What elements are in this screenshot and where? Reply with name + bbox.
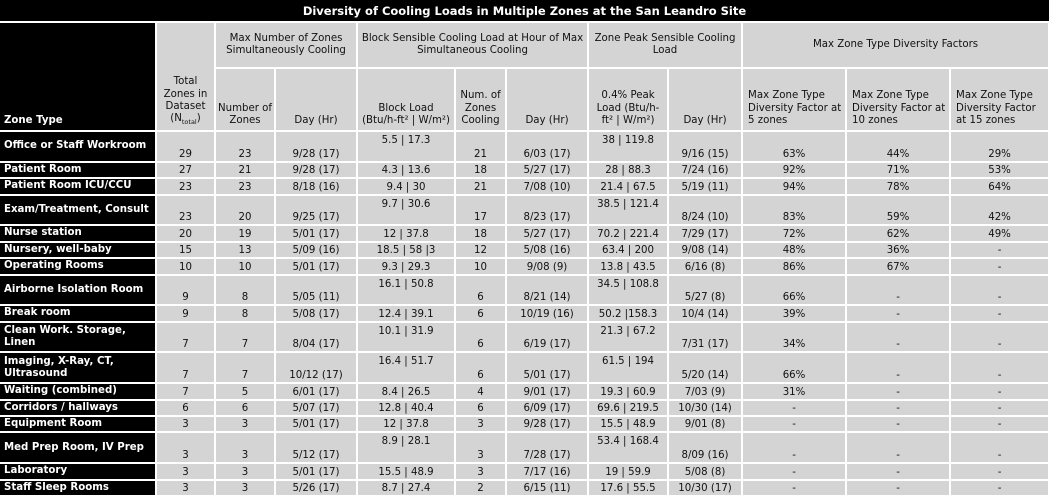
table-row [0, 416, 1049, 432]
diversity-10-cell: 71% [846, 162, 950, 178]
peak-load-cell: 13.8 | 43.5 [588, 258, 668, 274]
peak-load-cell: 21.3 | 67.2 [588, 322, 668, 353]
number-of-zones-cell: 23 [215, 131, 275, 162]
table-row [0, 400, 1049, 416]
diversity-5-cell: - [742, 416, 846, 432]
block-load-cell: 16.1 | 50.8 [357, 275, 455, 306]
total-zones-cell: 6 [156, 400, 215, 416]
max-cooling-day-cell: 5/12 (17) [275, 432, 357, 463]
zones-cooling-cell: 6 [455, 275, 506, 306]
peak-load-day-cell: 5/20 (14) [668, 352, 742, 383]
zones-cooling-cell: 6 [455, 352, 506, 383]
total-zones-cell: 7 [156, 383, 215, 399]
block-load-day-cell: 6/09 (17) [506, 400, 588, 416]
table-row [0, 195, 1049, 226]
block-load-cell: 8.4 | 26.5 [357, 383, 455, 399]
block-load-cell: 9.4 | 30 [357, 178, 455, 194]
header-day-hr-3: Day (Hr) [668, 68, 742, 131]
diversity-10-cell: 78% [846, 178, 950, 194]
diversity-10-cell: - [846, 400, 950, 416]
zones-cooling-cell: 12 [455, 242, 506, 258]
max-cooling-day-cell: 6/01 (17) [275, 383, 357, 399]
header-diversity-group: Max Zone Type Diversity Factors [742, 23, 1049, 68]
zone-type-cell: Staff Sleep Rooms [0, 480, 156, 497]
peak-load-day-cell: 5/19 (11) [668, 178, 742, 194]
table-row [0, 178, 1049, 194]
block-load-cell: 16.4 | 51.7 [357, 352, 455, 383]
peak-load-cell: 50.2 |158.3 [588, 305, 668, 321]
diversity-10-cell: 59% [846, 195, 950, 226]
number-of-zones-cell: 19 [215, 225, 275, 241]
peak-load-cell: 15.5 | 48.9 [588, 416, 668, 432]
table-title: Diversity of Cooling Loads in Multiple Zones at the San Leandro Site [0, 0, 1049, 23]
max-cooling-day-cell: 5/01 (17) [275, 416, 357, 432]
diversity-5-cell: 63% [742, 131, 846, 162]
diversity-15-cell: - [950, 242, 1049, 258]
diversity-5-cell: 39% [742, 305, 846, 321]
diversity-5-cell: 66% [742, 352, 846, 383]
block-load-cell: 8.7 | 27.4 [357, 480, 455, 497]
total-zones-cell: 23 [156, 195, 215, 226]
number-of-zones-cell: 8 [215, 305, 275, 321]
header-row-groups [0, 23, 1049, 68]
number-of-zones-cell: 21 [215, 162, 275, 178]
block-load-day-cell: 5/27 (17) [506, 162, 588, 178]
total-zones-cell: 7 [156, 352, 215, 383]
table-row [0, 322, 1049, 353]
block-load-day-cell: 8/23 (17) [506, 195, 588, 226]
block-load-day-cell: 10/19 (16) [506, 305, 588, 321]
total-zones-cell: 7 [156, 322, 215, 353]
zone-type-cell: Equipment Room [0, 416, 156, 432]
diversity-5-cell: 31% [742, 383, 846, 399]
diversity-15-cell: - [950, 416, 1049, 432]
table-row [0, 275, 1049, 306]
peak-load-day-cell: 5/27 (8) [668, 275, 742, 306]
diversity-5-cell: 34% [742, 322, 846, 353]
total-zones-cell: 9 [156, 275, 215, 306]
header-day-hr-1: Day (Hr) [275, 68, 357, 131]
block-load-day-cell: 7/08 (10) [506, 178, 588, 194]
zone-type-cell: Corridors / hallways [0, 400, 156, 416]
block-load-day-cell: 5/01 (17) [506, 352, 588, 383]
diversity-10-cell: - [846, 322, 950, 353]
peak-load-day-cell: 7/29 (17) [668, 225, 742, 241]
diversity-10-cell: - [846, 275, 950, 306]
max-cooling-day-cell: 5/01 (17) [275, 225, 357, 241]
zone-type-cell: Office or Staff Workroom [0, 131, 156, 162]
number-of-zones-cell: 13 [215, 242, 275, 258]
zones-cooling-cell: 6 [455, 400, 506, 416]
block-load-day-cell: 7/17 (16) [506, 463, 588, 479]
peak-load-cell: 34.5 | 108.8 [588, 275, 668, 306]
block-load-day-cell: 6/03 (17) [506, 131, 588, 162]
block-load-cell: 10.1 | 31.9 [357, 322, 455, 353]
peak-load-cell: 17.6 | 55.5 [588, 480, 668, 497]
block-load-day-cell: 5/27 (17) [506, 225, 588, 241]
max-cooling-day-cell: 5/01 (17) [275, 258, 357, 274]
diversity-5-cell: 83% [742, 195, 846, 226]
peak-load-cell: 19 | 59.9 [588, 463, 668, 479]
number-of-zones-cell: 20 [215, 195, 275, 226]
header-total-zones: Total Zones in Dataset $(N_{total})$ [156, 23, 215, 131]
number-of-zones-cell: 3 [215, 416, 275, 432]
block-load-cell: 12.8 | 40.4 [357, 400, 455, 416]
zone-type-cell: Exam/Treatment, Consult [0, 195, 156, 226]
zones-cooling-cell: 17 [455, 195, 506, 226]
diversity-10-cell: 44% [846, 131, 950, 162]
diversity-15-cell: - [950, 305, 1049, 321]
diversity-15-cell: - [950, 352, 1049, 383]
peak-load-day-cell: 7/31 (17) [668, 322, 742, 353]
zones-cooling-cell: 21 [455, 131, 506, 162]
total-zones-cell: 29 [156, 131, 215, 162]
zone-type-cell: Break room [0, 305, 156, 321]
header-zone-type: Zone Type [0, 23, 156, 131]
header-diversity-10: Max Zone Type Diversity Factor at 10 zones [846, 68, 950, 131]
diversity-10-cell: - [846, 305, 950, 321]
zones-cooling-cell: 3 [455, 416, 506, 432]
diversity-10-cell: - [846, 463, 950, 479]
diversity-10-cell: 67% [846, 258, 950, 274]
peak-load-cell: 19.3 | 60.9 [588, 383, 668, 399]
diversity-10-cell: - [846, 416, 950, 432]
diversity-5-cell: 72% [742, 225, 846, 241]
peak-load-cell: 28 | 88.3 [588, 162, 668, 178]
diversity-15-cell: 29% [950, 131, 1049, 162]
number-of-zones-cell: 3 [215, 480, 275, 497]
diversity-10-cell: - [846, 480, 950, 497]
block-load-cell: 18.5 | 58 |3 [357, 242, 455, 258]
header-zone-peak-group: Zone Peak Sensible Cooling Load [588, 23, 742, 68]
block-load-day-cell: 6/19 (17) [506, 322, 588, 353]
table-row [0, 162, 1049, 178]
peak-load-day-cell: 7/03 (9) [668, 383, 742, 399]
table-row [0, 225, 1049, 241]
max-cooling-day-cell: 8/04 (17) [275, 322, 357, 353]
peak-load-day-cell: 7/24 (16) [668, 162, 742, 178]
zones-cooling-cell: 3 [455, 463, 506, 479]
zone-type-cell: Patient Room [0, 162, 156, 178]
number-of-zones-cell: 8 [215, 275, 275, 306]
total-zones-cell: 23 [156, 178, 215, 194]
diversity-15-cell: - [950, 400, 1049, 416]
zone-type-cell: Laboratory [0, 463, 156, 479]
max-cooling-day-cell: 8/18 (16) [275, 178, 357, 194]
diversity-5-cell: 92% [742, 162, 846, 178]
header-diversity-5: Max Zone Type Diversity Factor at 5 zones [742, 68, 846, 131]
block-load-cell: 12 | 37.8 [357, 225, 455, 241]
peak-load-cell: 63.4 | 200 [588, 242, 668, 258]
block-load-cell: 4.3 | 13.6 [357, 162, 455, 178]
peak-load-day-cell: 5/08 (8) [668, 463, 742, 479]
zones-cooling-cell: 6 [455, 305, 506, 321]
header-block-load: Block Load (Btu/h-ft² | W/m²) [357, 68, 455, 131]
diversity-5-cell: - [742, 463, 846, 479]
header-block-load-group: Block Sensible Cooling Load at Hour of Max Simultaneous Cooling [357, 23, 588, 68]
block-load-day-cell: 8/21 (14) [506, 275, 588, 306]
table-body [0, 131, 1049, 496]
diversity-15-cell: 64% [950, 178, 1049, 194]
total-zones-cell: 3 [156, 480, 215, 497]
header-peak-load: 0.4% Peak Load (Btu/h-ft² | W/m²) [588, 68, 668, 131]
peak-load-cell: 21.4 | 67.5 [588, 178, 668, 194]
block-load-cell: 9.3 | 29.3 [357, 258, 455, 274]
peak-load-day-cell: 6/16 (8) [668, 258, 742, 274]
table-row [0, 242, 1049, 258]
total-zones-cell: 9 [156, 305, 215, 321]
max-cooling-day-cell: 5/08 (17) [275, 305, 357, 321]
block-load-cell: 15.5 | 48.9 [357, 463, 455, 479]
table-row [0, 463, 1049, 479]
diversity-15-cell: - [950, 275, 1049, 306]
diversity-10-cell: - [846, 432, 950, 463]
diversity-15-cell: 53% [950, 162, 1049, 178]
peak-load-cell: 69.6 | 219.5 [588, 400, 668, 416]
number-of-zones-cell: 23 [215, 178, 275, 194]
peak-load-day-cell: 8/09 (16) [668, 432, 742, 463]
total-zones-cell: 27 [156, 162, 215, 178]
max-cooling-day-cell: 9/28 (17) [275, 131, 357, 162]
zone-type-cell: Operating Rooms [0, 258, 156, 274]
peak-load-day-cell: 9/01 (8) [668, 416, 742, 432]
number-of-zones-cell: 7 [215, 322, 275, 353]
peak-load-day-cell: 10/4 (14) [668, 305, 742, 321]
table-row [0, 131, 1049, 162]
diversity-10-cell: 36% [846, 242, 950, 258]
diversity-15-cell: - [950, 480, 1049, 497]
diversity-5-cell: 86% [742, 258, 846, 274]
block-load-cell: 12.4 | 39.1 [357, 305, 455, 321]
zones-cooling-cell: 18 [455, 162, 506, 178]
diversity-15-cell: 49% [950, 225, 1049, 241]
block-load-day-cell: 9/01 (17) [506, 383, 588, 399]
number-of-zones-cell: 7 [215, 352, 275, 383]
max-cooling-day-cell: 9/28 (17) [275, 162, 357, 178]
diversity-5-cell: - [742, 400, 846, 416]
total-zones-cell: 3 [156, 463, 215, 479]
peak-load-day-cell: 9/08 (14) [668, 242, 742, 258]
zone-type-cell: Imaging, X-Ray, CT, Ultrasound [0, 352, 156, 383]
table-row [0, 305, 1049, 321]
diversity-15-cell: - [950, 383, 1049, 399]
diversity-15-cell: 42% [950, 195, 1049, 226]
diversity-5-cell: - [742, 432, 846, 463]
zone-type-cell: Airborne Isolation Room [0, 275, 156, 306]
diversity-15-cell: - [950, 322, 1049, 353]
max-cooling-day-cell: 5/07 (17) [275, 400, 357, 416]
block-load-day-cell: 9/08 (9) [506, 258, 588, 274]
peak-load-cell: 61.5 | 194 [588, 352, 668, 383]
block-load-day-cell: 7/28 (17) [506, 432, 588, 463]
header-num-zones-cooling: Num. of Zones Cooling [455, 68, 506, 131]
header-day-hr-2: Day (Hr) [506, 68, 588, 131]
block-load-cell: 8.9 | 28.1 [357, 432, 455, 463]
max-cooling-day-cell: 5/09 (16) [275, 242, 357, 258]
total-zones-cell: 10 [156, 258, 215, 274]
total-zones-cell: 20 [156, 225, 215, 241]
diversity-10-cell: 62% [846, 225, 950, 241]
zone-type-cell: Clean Work. Storage, Linen [0, 322, 156, 353]
zone-type-cell: Nursery, well-baby [0, 242, 156, 258]
diversity-5-cell: 94% [742, 178, 846, 194]
max-cooling-day-cell: 9/25 (17) [275, 195, 357, 226]
zones-cooling-cell: 2 [455, 480, 506, 497]
max-cooling-day-cell: 10/12 (17) [275, 352, 357, 383]
peak-load-day-cell: 8/24 (10) [668, 195, 742, 226]
peak-load-cell: 38.5 | 121.4 [588, 195, 668, 226]
total-zones-cell: 15 [156, 242, 215, 258]
zone-type-cell: Waiting (combined) [0, 383, 156, 399]
zones-cooling-cell: 21 [455, 178, 506, 194]
zone-type-cell: Nurse station [0, 225, 156, 241]
peak-load-day-cell: 10/30 (17) [668, 480, 742, 497]
diversity-15-cell: - [950, 463, 1049, 479]
max-cooling-day-cell: 5/05 (11) [275, 275, 357, 306]
block-load-cell: 12 | 37.8 [357, 416, 455, 432]
number-of-zones-cell: 3 [215, 432, 275, 463]
max-cooling-day-cell: 5/26 (17) [275, 480, 357, 497]
zones-cooling-cell: 18 [455, 225, 506, 241]
block-load-cell: 9.7 | 30.6 [357, 195, 455, 226]
table-row [0, 258, 1049, 274]
number-of-zones-cell: 3 [215, 463, 275, 479]
zone-type-cell: Patient Room ICU/CCU [0, 178, 156, 194]
cooling-diversity-table [0, 23, 1049, 497]
block-load-day-cell: 5/08 (16) [506, 242, 588, 258]
peak-load-cell: 53.4 | 168.4 [588, 432, 668, 463]
table-row [0, 352, 1049, 383]
diversity-5-cell: 66% [742, 275, 846, 306]
block-load-day-cell: 6/15 (11) [506, 480, 588, 497]
table-row [0, 432, 1049, 463]
diversity-15-cell: - [950, 432, 1049, 463]
header-number-of-zones: Number of Zones [215, 68, 275, 131]
table-row [0, 383, 1049, 399]
zones-cooling-cell: 10 [455, 258, 506, 274]
total-zones-cell: 3 [156, 432, 215, 463]
peak-load-cell: 38 | 119.8 [588, 131, 668, 162]
header-diversity-15: Max Zone Type Diversity Factor at 15 zones [950, 68, 1049, 131]
diversity-10-cell: - [846, 383, 950, 399]
peak-load-cell: 70.2 | 221.4 [588, 225, 668, 241]
zone-type-cell: Med Prep Room, IV Prep [0, 432, 156, 463]
zones-cooling-cell: 6 [455, 322, 506, 353]
number-of-zones-cell: 6 [215, 400, 275, 416]
zones-cooling-cell: 4 [455, 383, 506, 399]
diversity-15-cell: - [950, 258, 1049, 274]
peak-load-day-cell: 9/16 (15) [668, 131, 742, 162]
header-max-simultaneous: Max Number of Zones Simultaneously Cooling [215, 23, 357, 68]
diversity-5-cell: - [742, 480, 846, 497]
peak-load-day-cell: 10/30 (14) [668, 400, 742, 416]
diversity-5-cell: 48% [742, 242, 846, 258]
block-load-cell: 5.5 | 17.3 [357, 131, 455, 162]
zones-cooling-cell: 3 [455, 432, 506, 463]
table-row [0, 480, 1049, 497]
diversity-10-cell: - [846, 352, 950, 383]
max-cooling-day-cell: 5/01 (17) [275, 463, 357, 479]
number-of-zones-cell: 10 [215, 258, 275, 274]
number-of-zones-cell: 5 [215, 383, 275, 399]
total-zones-cell: 3 [156, 416, 215, 432]
block-load-day-cell: 9/28 (17) [506, 416, 588, 432]
